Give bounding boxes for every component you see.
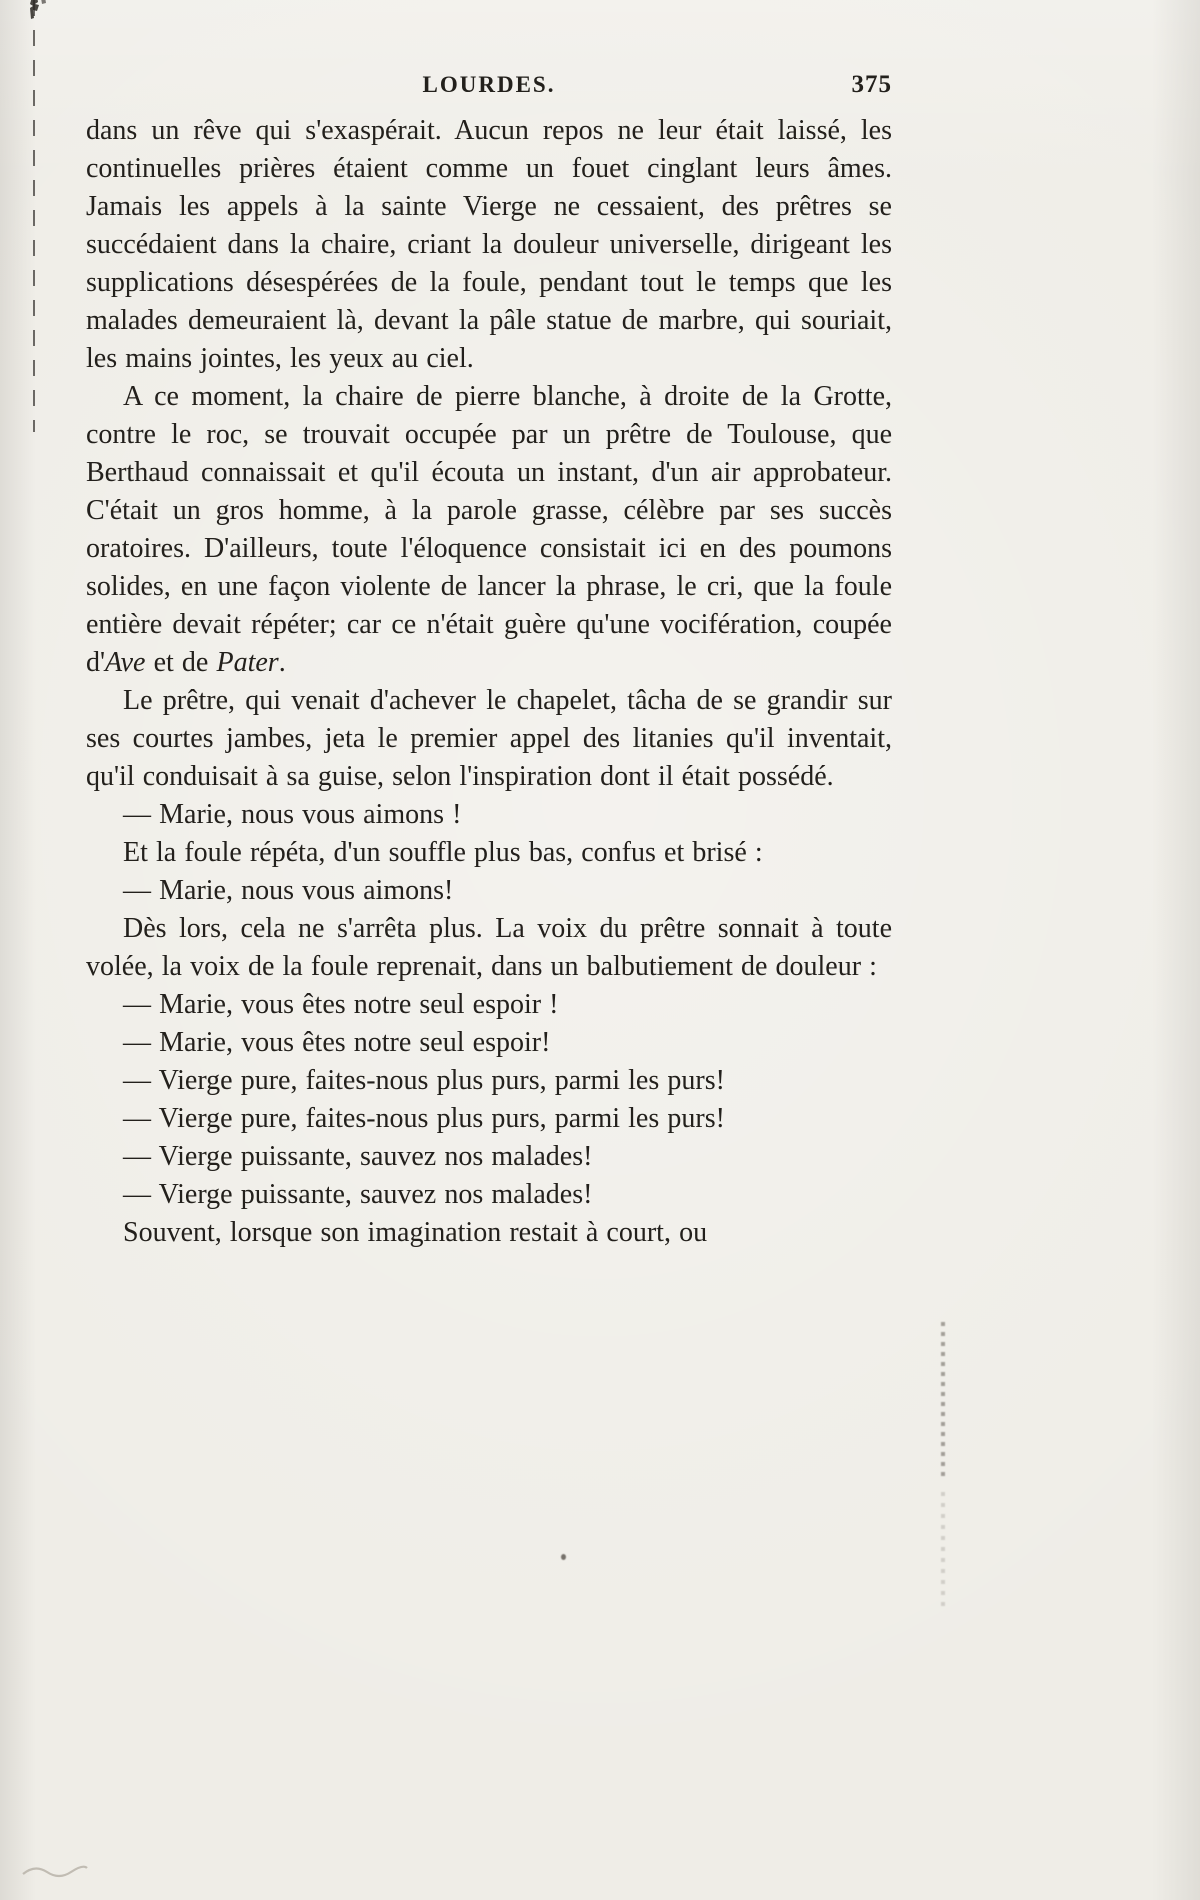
text-run: Souvent, lorsque son imagination restait à court, ou — [123, 1217, 708, 1248]
bottom-squiggle-mark — [20, 1860, 90, 1882]
text-run: — Vierge pure, faites-nous plus purs, parmi les purs! — [123, 1103, 725, 1134]
text-run: — Marie, nous vous aimons! — [123, 875, 454, 906]
paragraph — [86, 910, 892, 986]
edge-bleedthrough — [941, 1492, 945, 1610]
text-run: et de — [145, 647, 217, 678]
text-run: — Marie, vous êtes notre seul espoir! — [123, 1027, 551, 1058]
text-run: Le prêtre, qui venait d'achever le chapelet, tâcha de se grandir sur ses courtes jambes, jeta le premier appel des litanies qu'il inventait, qu'il conduisait à sa guise, selon l'inspiration dont il était possédé. — [86, 685, 892, 792]
dialogue-line — [86, 1024, 892, 1062]
running-title: LOURDES. — [422, 72, 556, 97]
paragraph — [86, 378, 892, 682]
dialogue-line — [86, 986, 892, 1024]
dialogue-line — [86, 1100, 892, 1138]
page-number: 375 — [851, 71, 892, 98]
dialogue-line — [86, 1138, 892, 1176]
text-run: Dès lors, cela ne s'arrêta plus. La voix du prêtre sonnait à toute volée, la voix de la foule reprenait, dans un balbutiement de douleur : — [86, 913, 892, 982]
text-run: — Marie, nous vous aimons ! — [123, 799, 462, 830]
binding-fold-line — [33, 0, 35, 432]
dialogue-line — [86, 1176, 892, 1214]
page-text — [86, 112, 892, 1252]
text-run: A ce moment, la chaire de pierre blanche, à droite de la Grotte, contre le roc, se trouvait occupée par un prêtre de Toulouse, que Berthaud connaissait et qu'il écouta un instant, d'un air approbateur. C'était un gros homme, à la parole grasse, célèbre par ses succès oratoires. D'ailleurs, toute l'éloquence consistait ici en des poumons solides, en une façon violente de lancer la phrase, le cri, que la foule entière devait répéter; car ce n'était guère qu'une vocifération, coupée d' — [86, 381, 892, 678]
text-run: — Marie, vous êtes notre seul espoir ! — [123, 989, 559, 1020]
text-run: — Vierge pure, faites-nous plus purs, parmi les purs! — [123, 1065, 725, 1096]
italic-text: Ave — [105, 647, 146, 678]
dialogue-line — [86, 872, 892, 910]
running-head — [86, 72, 892, 104]
dialogue-line — [86, 1062, 892, 1100]
text-run: Et la foule répéta, d'un souffle plus bas, confus et brisé : — [123, 837, 763, 868]
text-run: dans un rêve qui s'exaspérait. Aucun repos ne leur était laissé, les continuelles prières étaient comme un fouet cinglant leurs âmes. Jamais les appels à la sainte Vierge ne cessaient, des prêtres se succédaient dans la chaire, criant la douleur universelle, dirigeant les supplications désespérées de la foule, pendant tout le temps que les malades demeuraient là, devant la pâle statue de marbre, qui souriait, les mains jointes, les yeux au ciel. — [86, 115, 892, 374]
text-run: — Vierge puissante, sauvez nos malades! — [123, 1141, 593, 1172]
paragraph — [86, 682, 892, 796]
ink-smudge — [24, 0, 54, 34]
paragraph — [86, 834, 892, 872]
text-run: . — [278, 647, 286, 678]
edge-bleedthrough — [941, 1322, 945, 1480]
text-run: — Vierge puissante, sauvez nos malades! — [123, 1179, 593, 1210]
italic-text: Pater — [216, 647, 279, 678]
paragraph — [86, 1214, 892, 1252]
stray-ink-dot — [561, 1554, 566, 1560]
paragraph — [86, 112, 892, 378]
dialogue-line — [86, 796, 892, 834]
